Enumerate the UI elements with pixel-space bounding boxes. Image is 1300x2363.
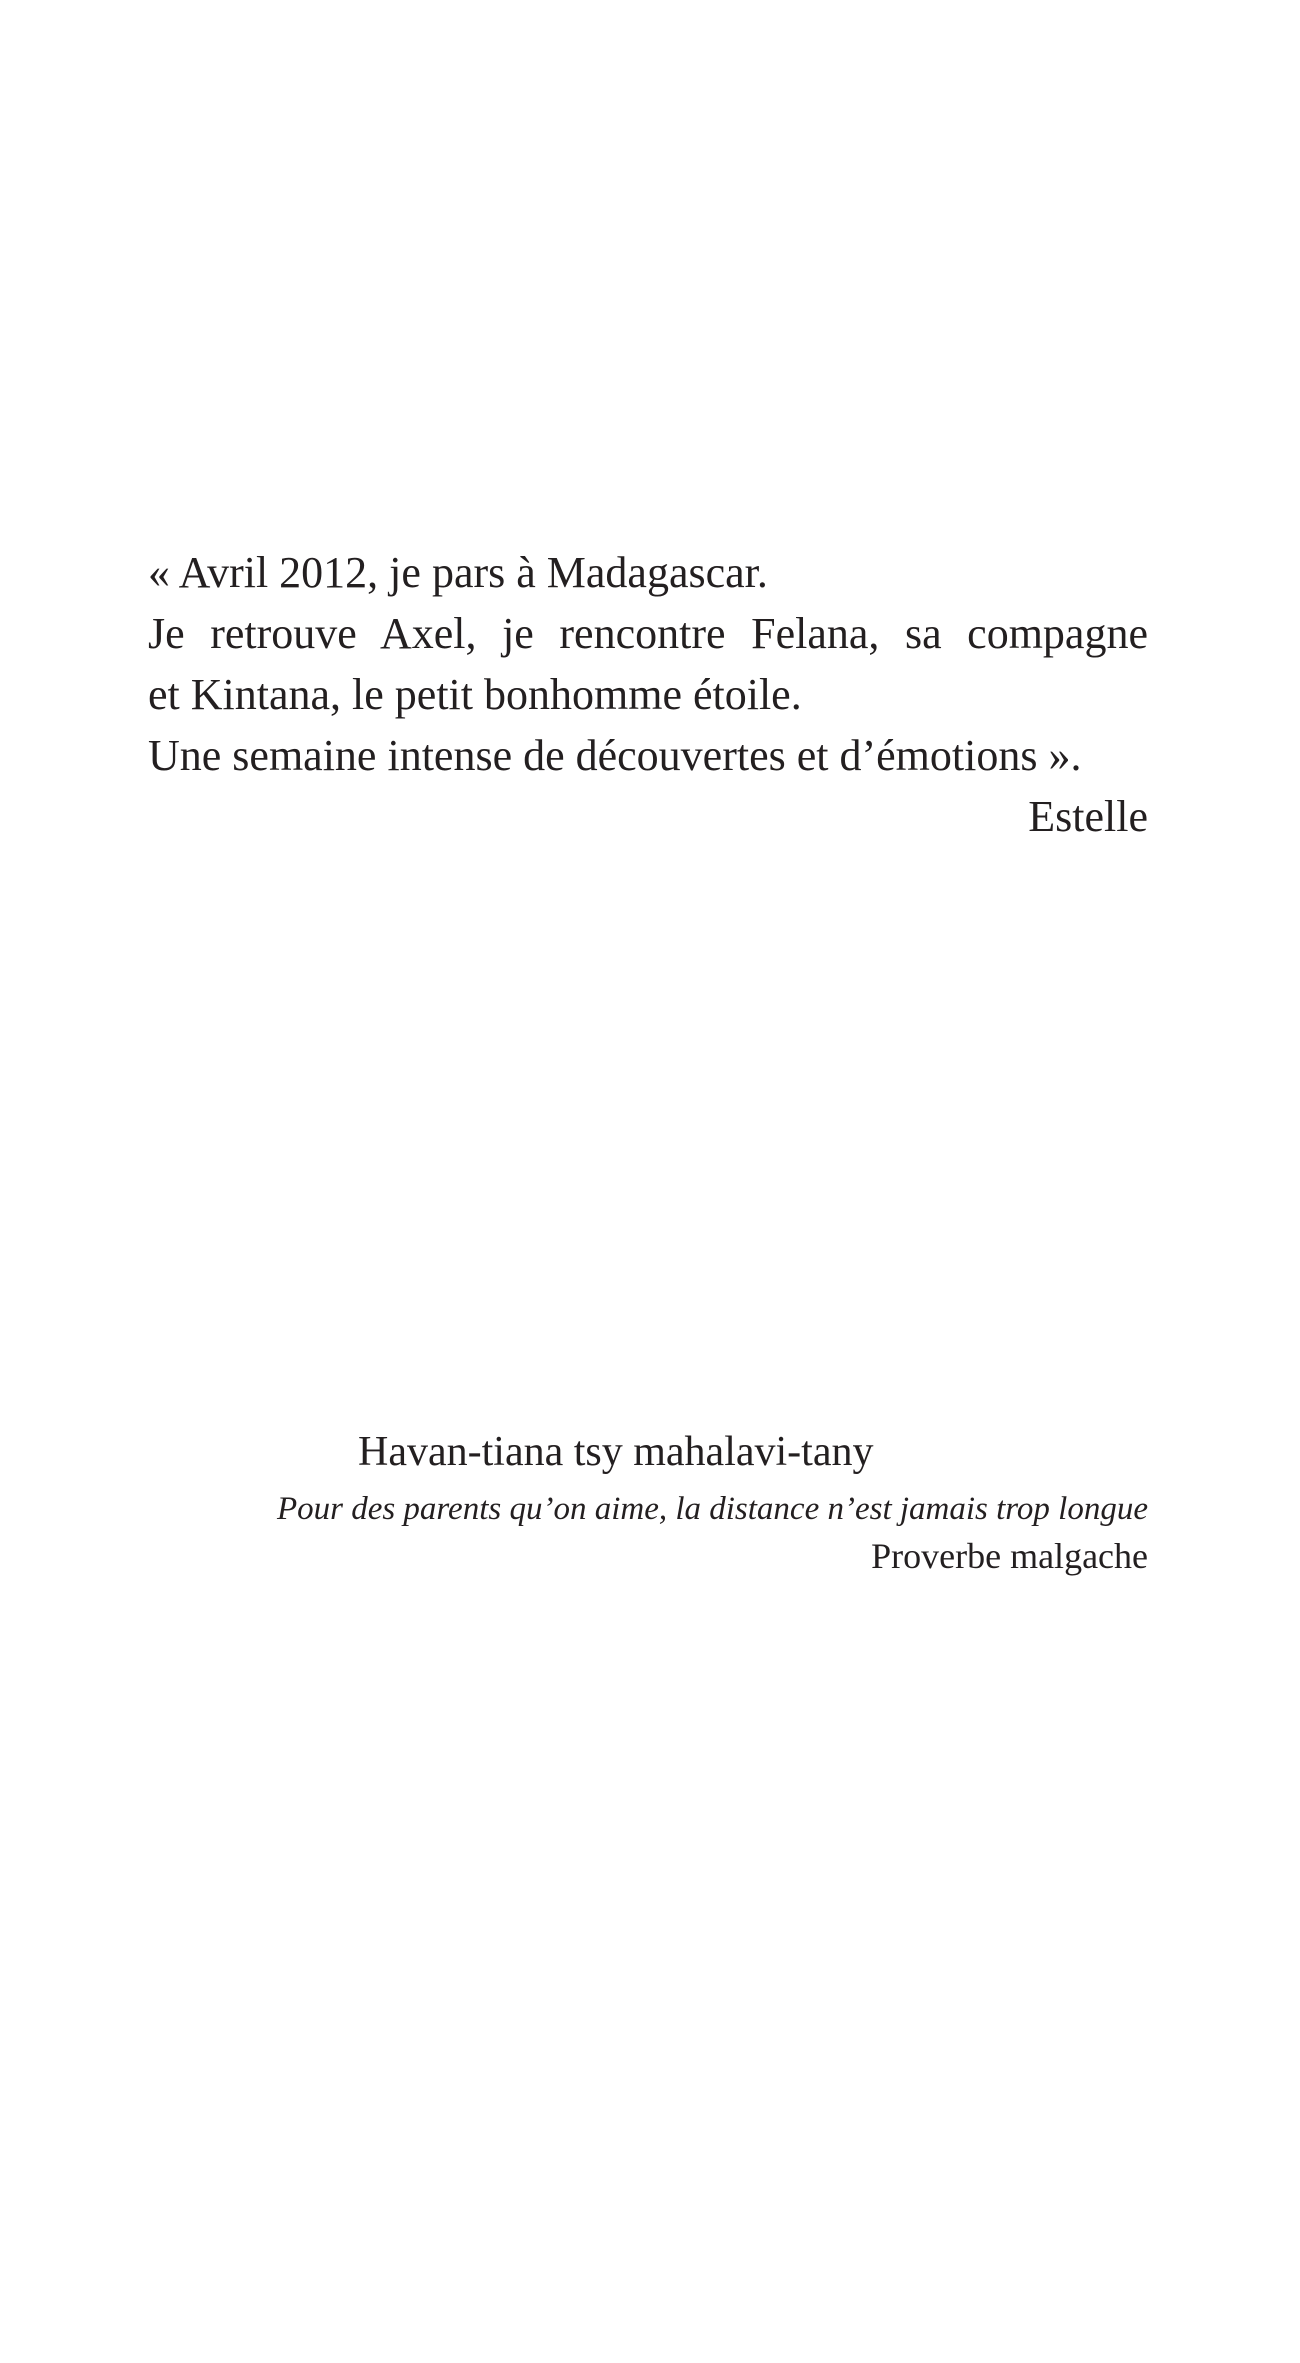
proverb-malagasy-text: Havan-tiana tsy mahalavi-tany (358, 1429, 874, 1475)
epigraph-line: et Kintana, le petit bonhomme étoile. (148, 670, 802, 719)
epigraph-line: « Avril 2012, je pars à Madagascar. (148, 548, 768, 597)
epigraph-line: Je retrouve Axel, je rencontre Felana, sa compagne (148, 609, 1148, 658)
epigraph-quote (148, 542, 1148, 847)
epigraph-line: Une semaine intense de découvertes et d’émotions ». (148, 731, 1082, 780)
proverb (148, 1424, 1148, 1580)
proverb-translation: Pour des parents qu’on aime, la distance n’est jamais trop longue (276, 1491, 1148, 1527)
epigraph-author: Estelle (1028, 792, 1148, 841)
proverb-source: Proverbe malgache (871, 1536, 1148, 1576)
